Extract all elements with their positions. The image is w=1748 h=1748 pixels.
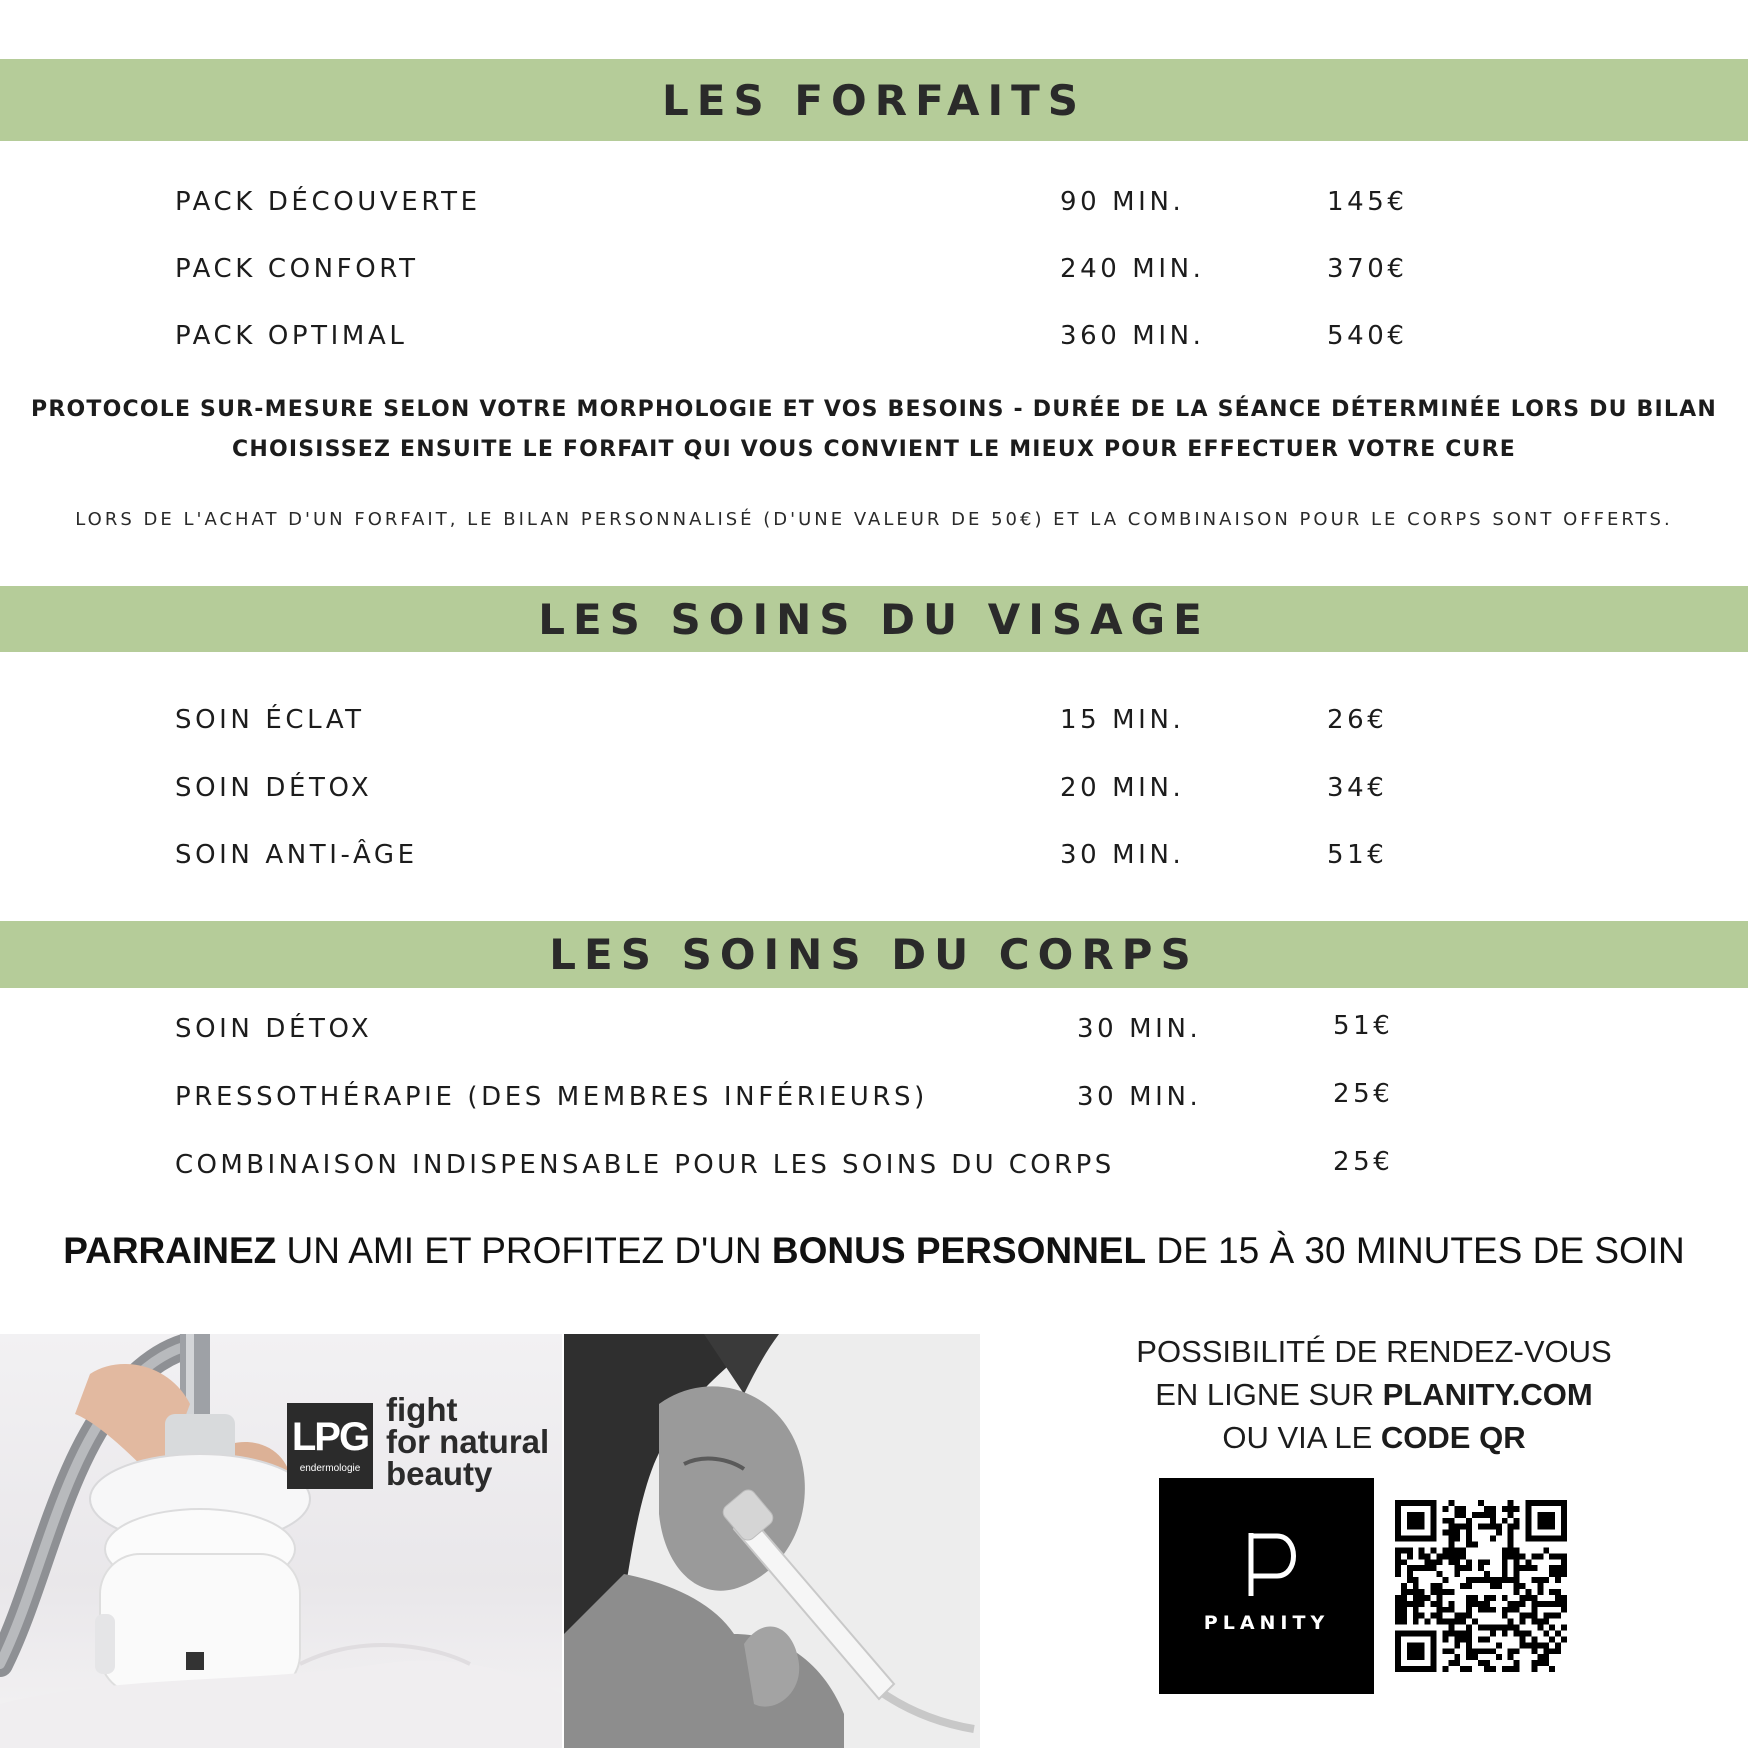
booking-line-1: POSSIBILITÉ DE RENDEZ-VOUS (1136, 1334, 1612, 1369)
item-name: SOIN DÉTOX (175, 773, 373, 803)
referral-bold-2: BONUS PERSONNEL (771, 1230, 1147, 1271)
item-duration: 30 MIN. (1077, 1082, 1202, 1112)
booking-line-2 (1035, 1373, 1713, 1416)
booking-line-2-text: EN LIGNE SUR (1155, 1377, 1383, 1412)
face-care-illustration (564, 1334, 980, 1748)
lpg-body-photo (0, 1334, 562, 1748)
visage-header (0, 586, 1748, 652)
tagline-line: for natural (386, 1423, 550, 1460)
item-name: SOIN ÉCLAT (175, 705, 365, 735)
lpg-logo-text: LPG (291, 1415, 369, 1459)
forfaits-title: LES FORFAITS (662, 75, 1086, 125)
visage-row (0, 773, 1748, 813)
item-price: 26€ (1327, 705, 1388, 735)
item-price: 25€ (1333, 1147, 1394, 1177)
item-name: COMBINAISON INDISPENSABLE POUR LES SOINS DU CORPS (175, 1150, 1115, 1180)
forfait-note: LORS DE L'ACHAT D'UN FORFAIT, LE BILAN PERSONNALISÉ (D'UNE VALEUR DE 50€) ET LA COMBINAISON POUR LE CORPS SONT OFFERTS. (75, 509, 1673, 530)
corps-row (0, 1011, 1748, 1054)
visage-row (0, 705, 1748, 745)
item-name: SOIN DÉTOX (175, 1014, 373, 1044)
item-price: 34€ (1327, 773, 1388, 803)
referral-text-2: DE 15 À 30 MINUTES DE SOIN (1146, 1230, 1685, 1271)
protocol-line-2: CHOISISSEZ ENSUITE LE FORFAIT QUI VOUS CONVIENT LE MIEUX POUR EFFECTUER VOTRE CURE (231, 437, 1516, 462)
corps-row (0, 1147, 1748, 1190)
item-duration: 90 MIN. (1060, 187, 1185, 217)
item-name: PACK OPTIMAL (175, 321, 408, 351)
item-name: SOIN ANTI-ÂGE (175, 840, 418, 870)
referral-bold-1: PARRAINEZ (63, 1230, 277, 1271)
referral-banner (0, 1230, 1748, 1272)
item-price: 51€ (1327, 840, 1388, 870)
item-price: 370€ (1327, 254, 1408, 284)
tagline-line: beauty (386, 1455, 493, 1492)
item-name: PRESSOTHÉRAPIE (DES MEMBRES INFÉRIEURS) (175, 1082, 928, 1112)
corps-row (0, 1079, 1748, 1122)
booking-line-3 (1035, 1416, 1713, 1459)
item-price: 145€ (1327, 187, 1408, 217)
protocol-line-1: PROTOCOLE SUR-MESURE SELON VOTRE MORPHOLOGIE ET VOS BESOINS - DURÉE DE LA SÉANCE DÉTERMINÉE LORS DU BILAN (31, 397, 1717, 422)
qr-code-label: CODE QR (1380, 1420, 1526, 1455)
item-duration: 30 MIN. (1077, 1014, 1202, 1044)
item-price: 25€ (1333, 1079, 1394, 1109)
item-duration: 15 MIN. (1060, 705, 1185, 735)
item-duration: 20 MIN. (1060, 773, 1185, 803)
item-price: 51€ (1333, 1011, 1394, 1041)
forfaits-header (0, 59, 1748, 141)
corps-title: LES SOINS DU CORPS (549, 930, 1199, 979)
qr-code-icon[interactable] (1395, 1500, 1567, 1672)
item-name: PACK CONFORT (175, 254, 419, 284)
booking-line-3-text: OU VIA LE (1222, 1420, 1381, 1455)
lpg-tagline (386, 1391, 550, 1492)
lpg-logo (287, 1403, 373, 1489)
referral-text-1: UN AMI ET PROFITEZ D'UN (276, 1230, 772, 1271)
visage-row (0, 840, 1748, 880)
item-duration: 240 MIN. (1060, 254, 1205, 284)
corps-header (0, 921, 1748, 988)
face-care-photo (564, 1334, 980, 1748)
forfait-row (0, 254, 1748, 294)
item-duration: 30 MIN. (1060, 840, 1185, 870)
item-name: PACK DÉCOUVERTE (175, 187, 481, 217)
item-duration: 360 MIN. (1060, 321, 1205, 351)
lpg-logo-sub: endermologie (299, 1463, 361, 1474)
planity-logo (1159, 1478, 1374, 1694)
planity-link[interactable]: PLANITY.COM (1382, 1377, 1593, 1412)
planity-p-icon (1159, 1478, 1374, 1608)
forfait-row (0, 321, 1748, 361)
forfait-row (0, 187, 1748, 227)
booking-info (1035, 1330, 1713, 1459)
planity-wordmark: PLANITY (1203, 1612, 1330, 1634)
visage-title: LES SOINS DU VISAGE (538, 594, 1210, 644)
tagline-line: fight (386, 1391, 458, 1428)
item-price: 540€ (1327, 321, 1408, 351)
